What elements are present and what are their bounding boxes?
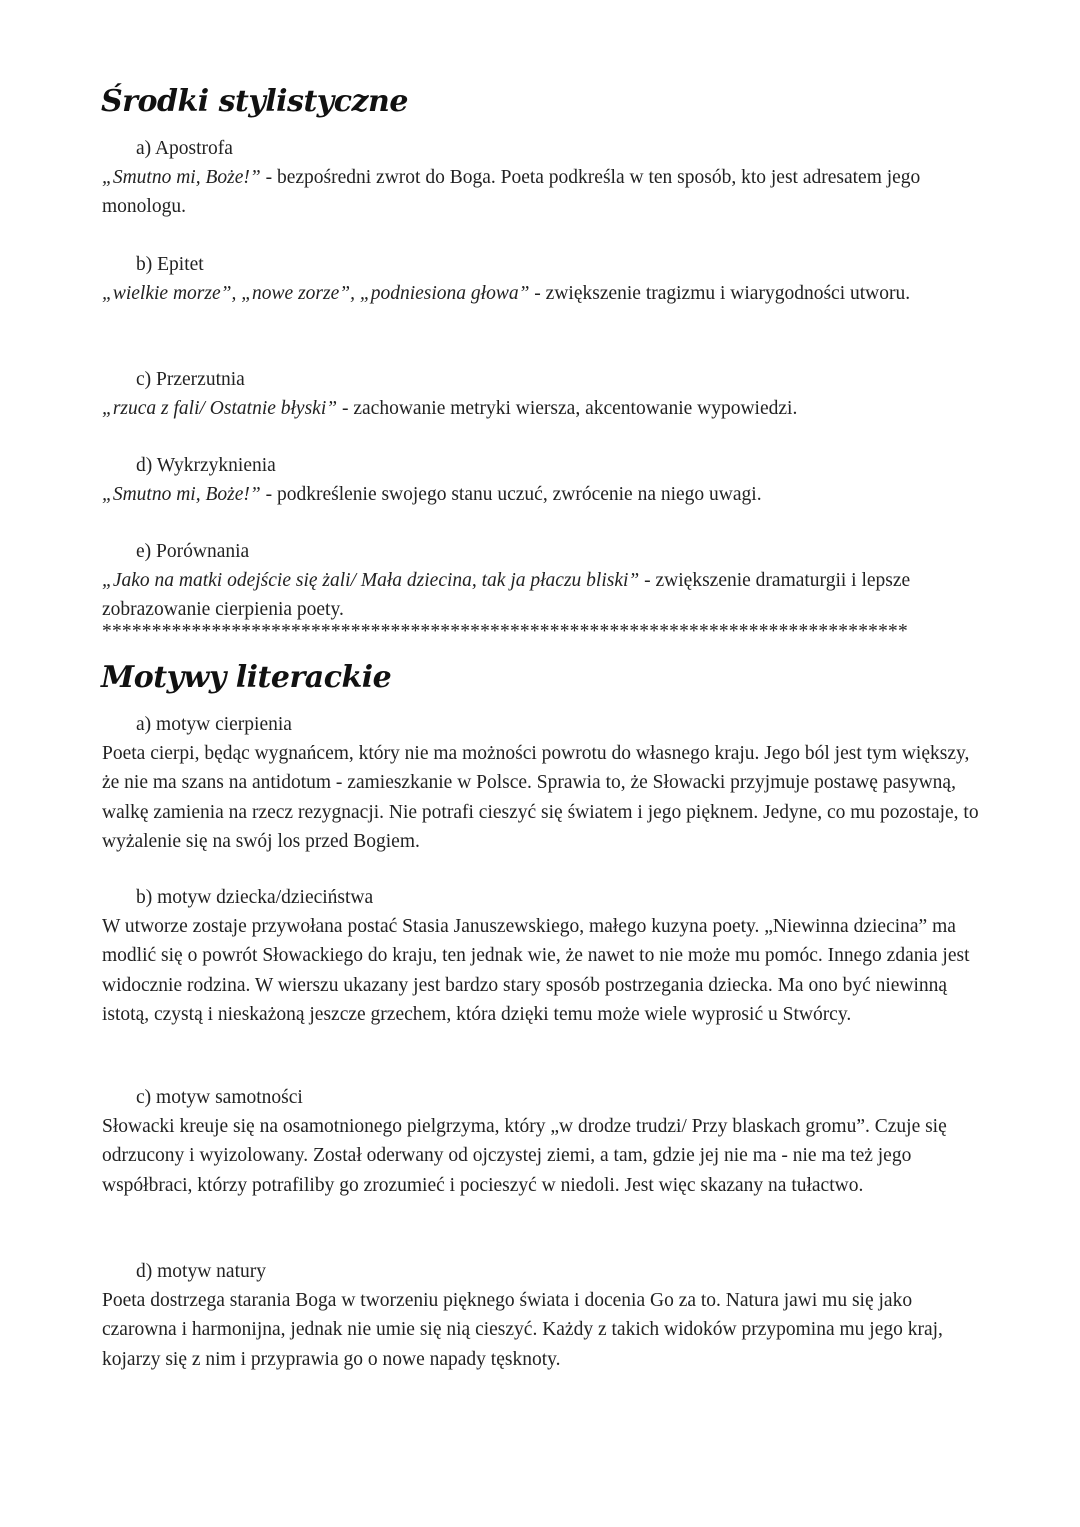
item-marker: a)	[136, 138, 152, 159]
item-text: - zwiększenie tragizmu i wiarygodności utworu.	[529, 283, 911, 304]
item-marker: c)	[136, 1087, 152, 1108]
item-marker: e)	[136, 541, 152, 562]
item-marker: a)	[136, 714, 152, 735]
item-heading: Wykrzyknienia	[156, 455, 276, 476]
item-marker: d)	[136, 455, 153, 476]
list-item-childhood	[102, 883, 982, 1029]
item-heading: Epitet	[157, 254, 204, 275]
list-item-exclamations	[102, 451, 982, 509]
item-heading: motyw natury	[157, 1261, 266, 1282]
list-item-apostrophe	[102, 134, 982, 222]
list-item-enjambment	[102, 365, 982, 423]
item-text: - zwiększenie dramaturgii i lepsze zobrazowanie cierpienia poety.	[102, 570, 911, 621]
list-item-epithet	[102, 250, 982, 308]
list-item-comparisons	[102, 537, 982, 625]
list-item-suffering	[102, 710, 982, 856]
item-quote: „wielkie morze”, „nowe zorze”, „podniesiona głowa”	[102, 283, 530, 304]
section-title-literary-motifs: Motywy literackie	[101, 660, 392, 695]
item-text: - zachowanie metryki wiersza, akcentowanie wypowiedzi.	[337, 398, 798, 419]
item-text: Poeta cierpi, będąc wygnańcem, który nie ma możności powrotu do własnego kraju. Jego ból jest tym większy, że nie ma szans na antidotum - zamieszkanie w Polsce. Sprawia to, że Słowacki przyjmuje postawę pasywną, walkę zamienia na rzecz rezygnacji. Nie potrafi cieszyć się światem i jego pięknem. Jedyne, co mu pozostaje, to wyżalenie się na swój los przed Bogiem.	[102, 743, 979, 852]
item-marker: b)	[136, 887, 153, 908]
item-text: Słowacki kreuje się na osamotnionego pielgrzyma, który „w drodze trudzi/ Przy blaskach gromu”. Czuje się odrzucony i wyizolowany. Został oderwany od ojczystej ziemi, a tam, gdzie jej nie ma - nie ma też jego współbraci, którzy potrafiliby go zrozumieć i pocieszyć w niedoli. Jest więc skazany na tułactwo.	[102, 1116, 947, 1196]
list-item-loneliness	[102, 1083, 982, 1200]
item-marker: c)	[136, 369, 152, 390]
item-quote: „Smutno mi, Boże!”	[102, 484, 261, 505]
item-quote: „Jako na matki odejście się żali/ Mała dziecina, tak ja płaczu bliski”	[102, 570, 640, 591]
item-text: - bezpośredni zwrot do Boga. Poeta podkreśla w ten sposób, kto jest adresatem jego monologu.	[102, 167, 921, 218]
section-title-stylistic-devices: Środki stylistyczne	[101, 84, 408, 119]
item-heading: Porównania	[156, 541, 250, 562]
item-quote: „rzuca z fali/ Ostatnie błyski”	[102, 398, 338, 419]
item-text: W utworze zostaje przywołana postać Stasia Januszewskiego, małego kuzyna poety. „Niewinna dziecina” ma modlić się o powrót Słowackiego do kraju, ten jednak wie, że nawet to nie może mu pomóc. Innego zdania jest widocznie rodzina. W wierszu ukazany jest bardzo stary sposób postrzegania dziecka. Ma ono być niewinną istotą, czystą i nieskażoną jeszcze grzechem, która dzięki temu może wiele wyprosić u Stwórcy.	[102, 916, 970, 1025]
item-heading: motyw samotności	[156, 1087, 303, 1108]
list-item-nature	[102, 1257, 982, 1374]
item-text: - podkreślenie swojego stanu uczuć, zwrócenie na niego uwagi.	[260, 484, 762, 505]
item-marker: b)	[136, 254, 153, 275]
item-heading: Przerzutnia	[156, 369, 245, 390]
item-heading: Apostrofa	[154, 138, 233, 159]
item-quote: „Smutno mi, Boże!”	[102, 167, 261, 188]
item-heading: motyw dziecka/dzieciństwa	[157, 887, 374, 908]
item-text: Poeta dostrzega starania Boga w tworzeniu pięknego świata i docenia Go za to. Natura jawi mu się jako czarowna i harmonijna, jednak nie umie się nią cieszyć. Każdy z takich widoków przypomina mu jego kraj, kojarzy się z nim i przyprawia go o nowe napady tęsknoty.	[102, 1290, 943, 1370]
item-marker: d)	[136, 1261, 153, 1282]
item-heading: motyw cierpienia	[156, 714, 292, 735]
separator-line: *********************************************************************************	[102, 621, 908, 642]
